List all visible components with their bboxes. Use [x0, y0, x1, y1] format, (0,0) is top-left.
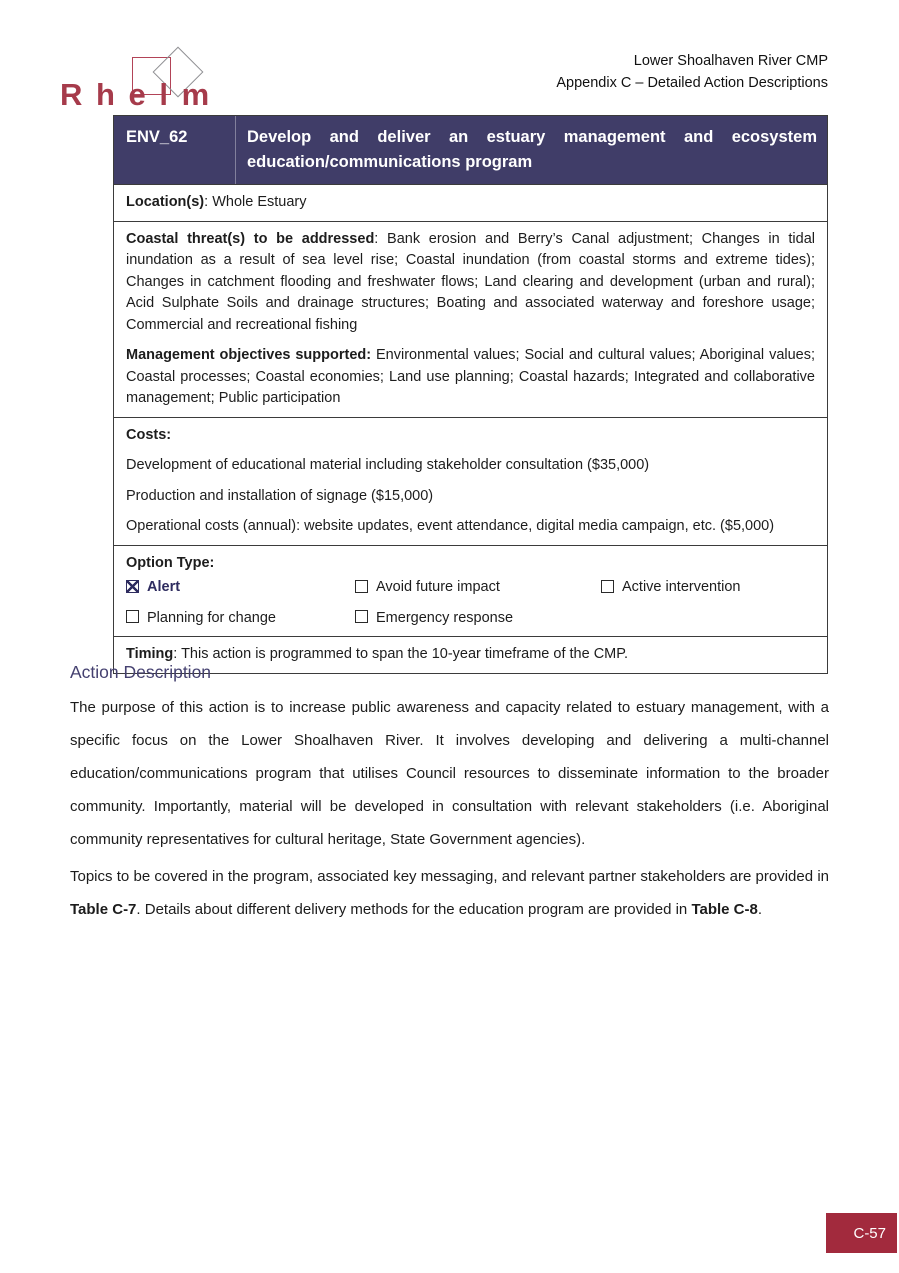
threats-objectives-row [114, 221, 827, 417]
checkbox-avoid-future-impact[interactable] [355, 577, 601, 599]
coastal-threats-label: Coastal threat(s) to be addressed [126, 230, 375, 247]
checkbox-alert[interactable] [126, 577, 355, 599]
action-description-section [70, 662, 829, 930]
option-type-row [114, 545, 827, 637]
location-row [114, 184, 827, 221]
doc-title-line2: Appendix C – Detailed Action Descriptions [556, 75, 828, 91]
timing-value: This action is programmed to span the 10-year timeframe of the CMP. [181, 646, 629, 662]
action-banner [114, 116, 827, 184]
para2-text: . Details about different delivery methods for the education program are provided in [136, 901, 692, 918]
objectives-text [126, 345, 815, 410]
document-header [556, 50, 828, 94]
checkbox-checked-icon [126, 580, 139, 593]
doc-title-line1: Lower Shoalhaven River CMP [633, 53, 828, 69]
action-id: ENV_62 [114, 116, 236, 184]
costs-row [114, 417, 827, 545]
option-label: Active intervention [622, 579, 741, 595]
objectives-label: Management objectives supported: [126, 347, 372, 363]
checkbox-planning-for-change[interactable] [126, 608, 355, 630]
page-number-badge: C-57 [826, 1213, 897, 1253]
option-label: Alert [147, 579, 181, 595]
cost-item: Production and installation of signage ($15,000) [126, 487, 434, 504]
option-label: Avoid future impact [376, 579, 500, 595]
timing-sep: : [173, 646, 182, 662]
action-description-heading: Action Description [70, 662, 212, 682]
checkbox-empty-icon [355, 610, 368, 623]
para2-text: . [757, 901, 763, 918]
location-sep: : [204, 194, 213, 210]
cost-item: Development of educational material including stakeholder consultation ($35,000) [126, 457, 650, 473]
option-type-grid [126, 577, 815, 629]
table-c7-reference: Table C-7 [70, 901, 137, 918]
coastal-threats-text [126, 229, 815, 337]
para2-text: Topics to be covered in the program, associated key messaging, and relevant partner stakeholders are provided in [70, 868, 829, 885]
option-label: Emergency response [376, 609, 514, 626]
option-label: Planning for change [147, 609, 276, 626]
logo-wordmark: R h e l m [60, 77, 212, 112]
objectives-value: Environmental values; Social and cultural values; Aboriginal values; Coastal processes; Coastal economies; Land use planning; Coastal hazards; Integrated and collaborative management; Public participation [126, 347, 816, 406]
rhelm-logo [60, 40, 240, 110]
threats-sep: : [374, 230, 388, 247]
location-label: Location(s) [126, 194, 205, 210]
action-description-paragraph-2 [70, 860, 829, 926]
checkbox-empty-icon [601, 580, 614, 593]
table-c8-reference: Table C-8 [691, 901, 758, 918]
option-type-heading: Option Type: [126, 554, 215, 571]
costs-heading: Costs: [126, 426, 172, 443]
action-title: Develop and deliver an estuary management and ecosystem education/communications program [247, 128, 817, 171]
location-text [126, 192, 815, 214]
action-description-paragraph-1: The purpose of this action is to increase public awareness and capacity related to estuary management, with a specific focus on the Lower Shoalhaven River. It involves developing and delivering a multi-channel education/communications program that utilises Council resources to disseminate information to the broader community. Importantly, material will be developed in consultation with relevant stakeholders (i.e. Aboriginal community representatives for cultural heritage, State Government agencies). [70, 699, 829, 848]
checkbox-active-intervention[interactable] [601, 577, 815, 599]
cost-item: Operational costs (annual): website updates, event attendance, digital media campaign, etc. ($5,000) [126, 518, 775, 534]
checkbox-empty-icon [355, 580, 368, 593]
coastal-threats-value: Bank erosion and Berry’s Canal adjustment; Changes in tidal inundation as a result of sea level rise; Coastal inundation (from coastal storms and extreme tides); Changes in catchment flooding and freshwater flows; Land clearing and development (urban and rural); Acid Sulphate Soils and drainage structures; Boating and associated waterway and foreshore usage; Commercial and recreational fishing [126, 230, 815, 333]
checkbox-empty-icon [126, 610, 139, 623]
timing-label: Timing [126, 646, 174, 662]
checkbox-emergency-response[interactable] [355, 608, 601, 630]
action-table [113, 115, 828, 674]
location-value: Whole Estuary [212, 194, 307, 210]
